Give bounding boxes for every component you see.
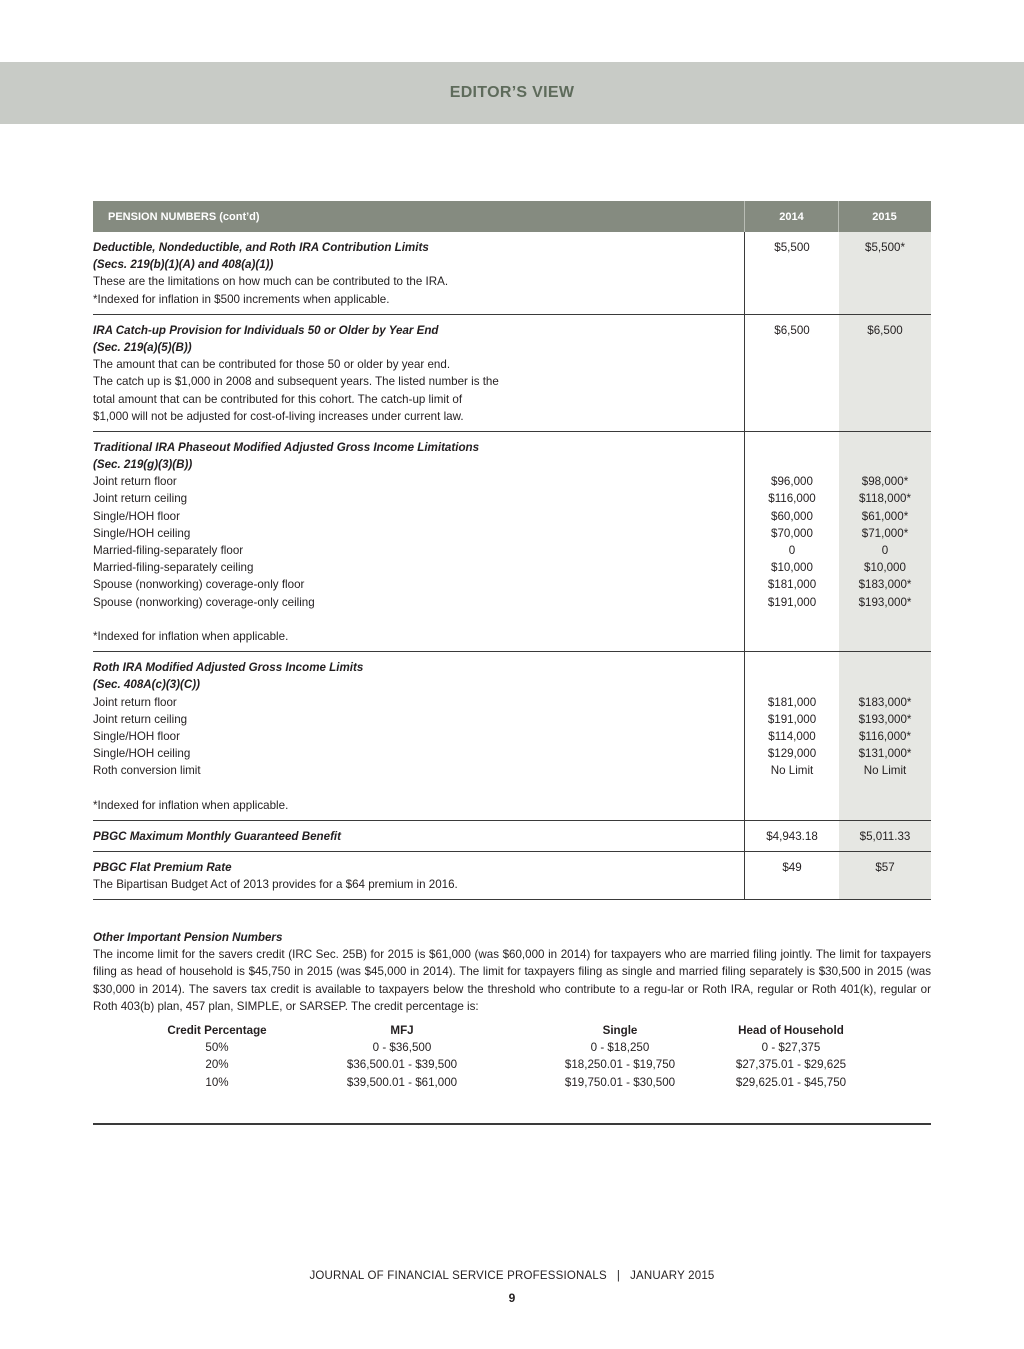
bottom-rule [93, 1123, 931, 1125]
footer-separator: | [616, 1270, 621, 1282]
value-2015: $71,000* [861, 526, 909, 540]
value-2015: $131,000* [858, 747, 912, 761]
section-heading: PBGC Flat Premium Rate [93, 861, 232, 874]
section-title: EDITOR’S VIEW [449, 84, 575, 101]
other-paragraph: The income limit for the savers credit (IRC Sec. 25B) for 2015 is $61,000 (was $60,000 in 2014) for taxpayers who are married filing jointly. The limit for taxpayers filing as head of household is $45,750 in 2015 (was $45,000 in 2014). The limit for taxpayers filing as single and married filing separately is $30,500 in 2015 (was $30,000 in 2014). The savers tax credit is available to taxpayers below the threshold who contribute to a regu-lar or Roth IRA, regular or Roth 401(k), regular or Roth 403(b) plan, 457 plan, SIMPLE, or SARSEP. The credit percentage is: [93, 948, 931, 1013]
value-2015: $98,000* [861, 475, 909, 489]
value-2014: $49 [782, 861, 802, 874]
value-2014: $60,000 [771, 509, 813, 523]
credit-column-header: MFJ [390, 1024, 414, 1037]
value-2015: $10,000 [864, 561, 906, 575]
section-heading: Deductible, Nondeductible, and Roth IRA Contribution Limits [93, 241, 429, 254]
column-header-label: PENSION NUMBERS (cont’d) [108, 211, 260, 223]
value-2014: $129,000 [767, 747, 817, 761]
value-2015: $5,500* [865, 241, 905, 254]
value-2014: $10,000 [771, 561, 813, 575]
value-2015: $193,000* [858, 595, 912, 609]
table-section [93, 315, 931, 432]
row-label: Married-filing-separately ceiling [93, 561, 254, 575]
row-label: These are the limitations on how much can be contributed to the IRA. [93, 275, 449, 289]
value-2014: $70,000 [771, 526, 813, 540]
value-2015: $6,500 [867, 323, 903, 337]
other-heading: Other Important Pension Numbers [93, 931, 283, 944]
pension-numbers-table [93, 201, 931, 900]
credit-percentage-table [93, 1022, 931, 1091]
row-label: Joint return floor [93, 475, 177, 489]
credit-table-cell: 20% [205, 1058, 229, 1072]
row-label: Single/HOH floor [93, 509, 180, 523]
credit-table-row [93, 1074, 931, 1091]
value-2015: $118,000* [858, 492, 911, 506]
row-label: The Bipartisan Budget Act of 2013 provides for a $64 premium in 2016. [93, 878, 458, 892]
value-2014: $96,000 [771, 475, 813, 489]
section-heading: (Secs. 219(b)(1)(A) and 408(a)(1)) [93, 258, 274, 272]
other-pension-numbers [93, 929, 931, 1091]
table-header [93, 201, 931, 232]
credit-table-cell: 50% [205, 1041, 229, 1055]
value-2015: $61,000* [861, 509, 909, 523]
value-2014: $181,000 [767, 578, 817, 592]
page-number: 9 [508, 1291, 516, 1305]
value-2015: 0 [881, 544, 889, 558]
value-2015: $57 [875, 861, 895, 874]
row-label: Spouse (nonworking) coverage-only floor [93, 578, 305, 592]
issue-date: JANUARY 2015 [630, 1270, 715, 1282]
row-label: Joint return floor [93, 695, 177, 709]
credit-table-cell: 0 - $27,375 [761, 1041, 821, 1055]
table-section [93, 232, 931, 315]
row-label: Single/HOH ceiling [93, 747, 191, 761]
credit-table-cell: $27,375.01 - $29,625 [735, 1058, 847, 1072]
row-label [93, 779, 744, 796]
credit-column-header: Single [602, 1024, 638, 1037]
section-heading: (Sec. 219(a)(5)(B)) [93, 340, 192, 354]
row-label: Roth conversion limit [93, 764, 201, 778]
table-section [93, 652, 931, 821]
credit-table-cell: $29,625.01 - $45,750 [735, 1075, 847, 1089]
row-label: Married-filing-separately floor [93, 544, 244, 557]
value-2014: No Limit [770, 764, 814, 778]
value-2015: $5,011.33 [859, 829, 911, 843]
column-header-2015: 2015 [872, 211, 897, 223]
credit-table-header [93, 1022, 931, 1039]
row-label: Spouse (nonworking) coverage-only ceiling [93, 595, 315, 609]
row-label [93, 611, 744, 628]
credit-table-cell: $36,500.01 - $39,500 [346, 1058, 458, 1072]
credit-table-cell: $19,750.01 - $30,500 [564, 1075, 676, 1089]
row-label: *Indexed for inflation in $500 increments when applicable. [93, 292, 390, 306]
value-2014: $6,500 [774, 323, 810, 337]
credit-column-header: Credit Percentage [167, 1024, 267, 1037]
row-label: Single/HOH ceiling [93, 526, 191, 540]
row-label: *Indexed for inflation when applicable. [93, 629, 289, 643]
value-2014: $114,000 [768, 729, 816, 743]
value-2015: $183,000* [858, 578, 912, 592]
row-label: *Indexed for inflation when applicable. [93, 798, 289, 812]
table-section [93, 852, 931, 900]
column-header-2014: 2014 [779, 211, 804, 223]
row-label: The catch up is $1,000 in 2008 and subsequent years. The listed number is the [93, 375, 499, 389]
value-2014: $191,000 [767, 595, 817, 609]
value-2014: $4,943.18 [766, 829, 818, 843]
credit-table-cell: 0 - $36,500 [372, 1041, 432, 1055]
credit-column-header: Head of Household [738, 1024, 844, 1037]
row-label: total amount that can be contributed for this cohort. The catch-up limit of [93, 392, 463, 406]
value-2014: $191,000 [767, 712, 817, 726]
credit-table-row [93, 1039, 931, 1056]
value-2014: 0 [788, 544, 796, 558]
section-heading: IRA Catch-up Provision for Individuals 50 or Older by Year End [93, 323, 439, 337]
table-section [93, 432, 931, 652]
section-banner [0, 62, 1024, 124]
row-label: Joint return ceiling [93, 712, 188, 726]
section-heading: Roth IRA Modified Adjusted Gross Income Limits [93, 661, 364, 675]
credit-table-row [93, 1056, 931, 1073]
row-label: Single/HOH floor [93, 729, 180, 743]
credit-table-cell: 0 - $18,250 [590, 1041, 650, 1055]
credit-table-cell: $39,500.01 - $61,000 [346, 1075, 458, 1089]
footer [0, 1270, 1024, 1282]
row-label: $1,000 will not be adjusted for cost-of-living increases under current law. [93, 409, 464, 423]
value-2015: $116,000* [858, 729, 911, 743]
value-2015: No Limit [863, 764, 907, 778]
value-2015: $183,000* [858, 695, 912, 709]
table-section [93, 821, 931, 852]
value-2014: $5,500 [774, 241, 810, 254]
section-heading: PBGC Maximum Monthly Guaranteed Benefit [93, 829, 342, 843]
value-2014: $116,000 [768, 492, 816, 506]
table-body [93, 232, 931, 900]
value-2015: $193,000* [858, 712, 912, 726]
value-2014: $181,000 [767, 695, 817, 709]
journal-name: JOURNAL OF FINANCIAL SERVICE PROFESSIONALS [309, 1270, 607, 1282]
section-heading: (Sec. 408A(c)(3)(C)) [93, 678, 200, 692]
credit-table-cell: 10% [205, 1075, 229, 1089]
credit-table-cell: $18,250.01 - $19,750 [564, 1058, 676, 1072]
row-label: The amount that can be contributed for those 50 or older by year end. [93, 358, 451, 372]
row-label: Joint return ceiling [93, 492, 188, 506]
section-heading: Traditional IRA Phaseout Modified Adjusted Gross Income Limitations [93, 440, 480, 454]
section-heading: (Sec. 219(g)(3)(B)) [93, 458, 193, 472]
